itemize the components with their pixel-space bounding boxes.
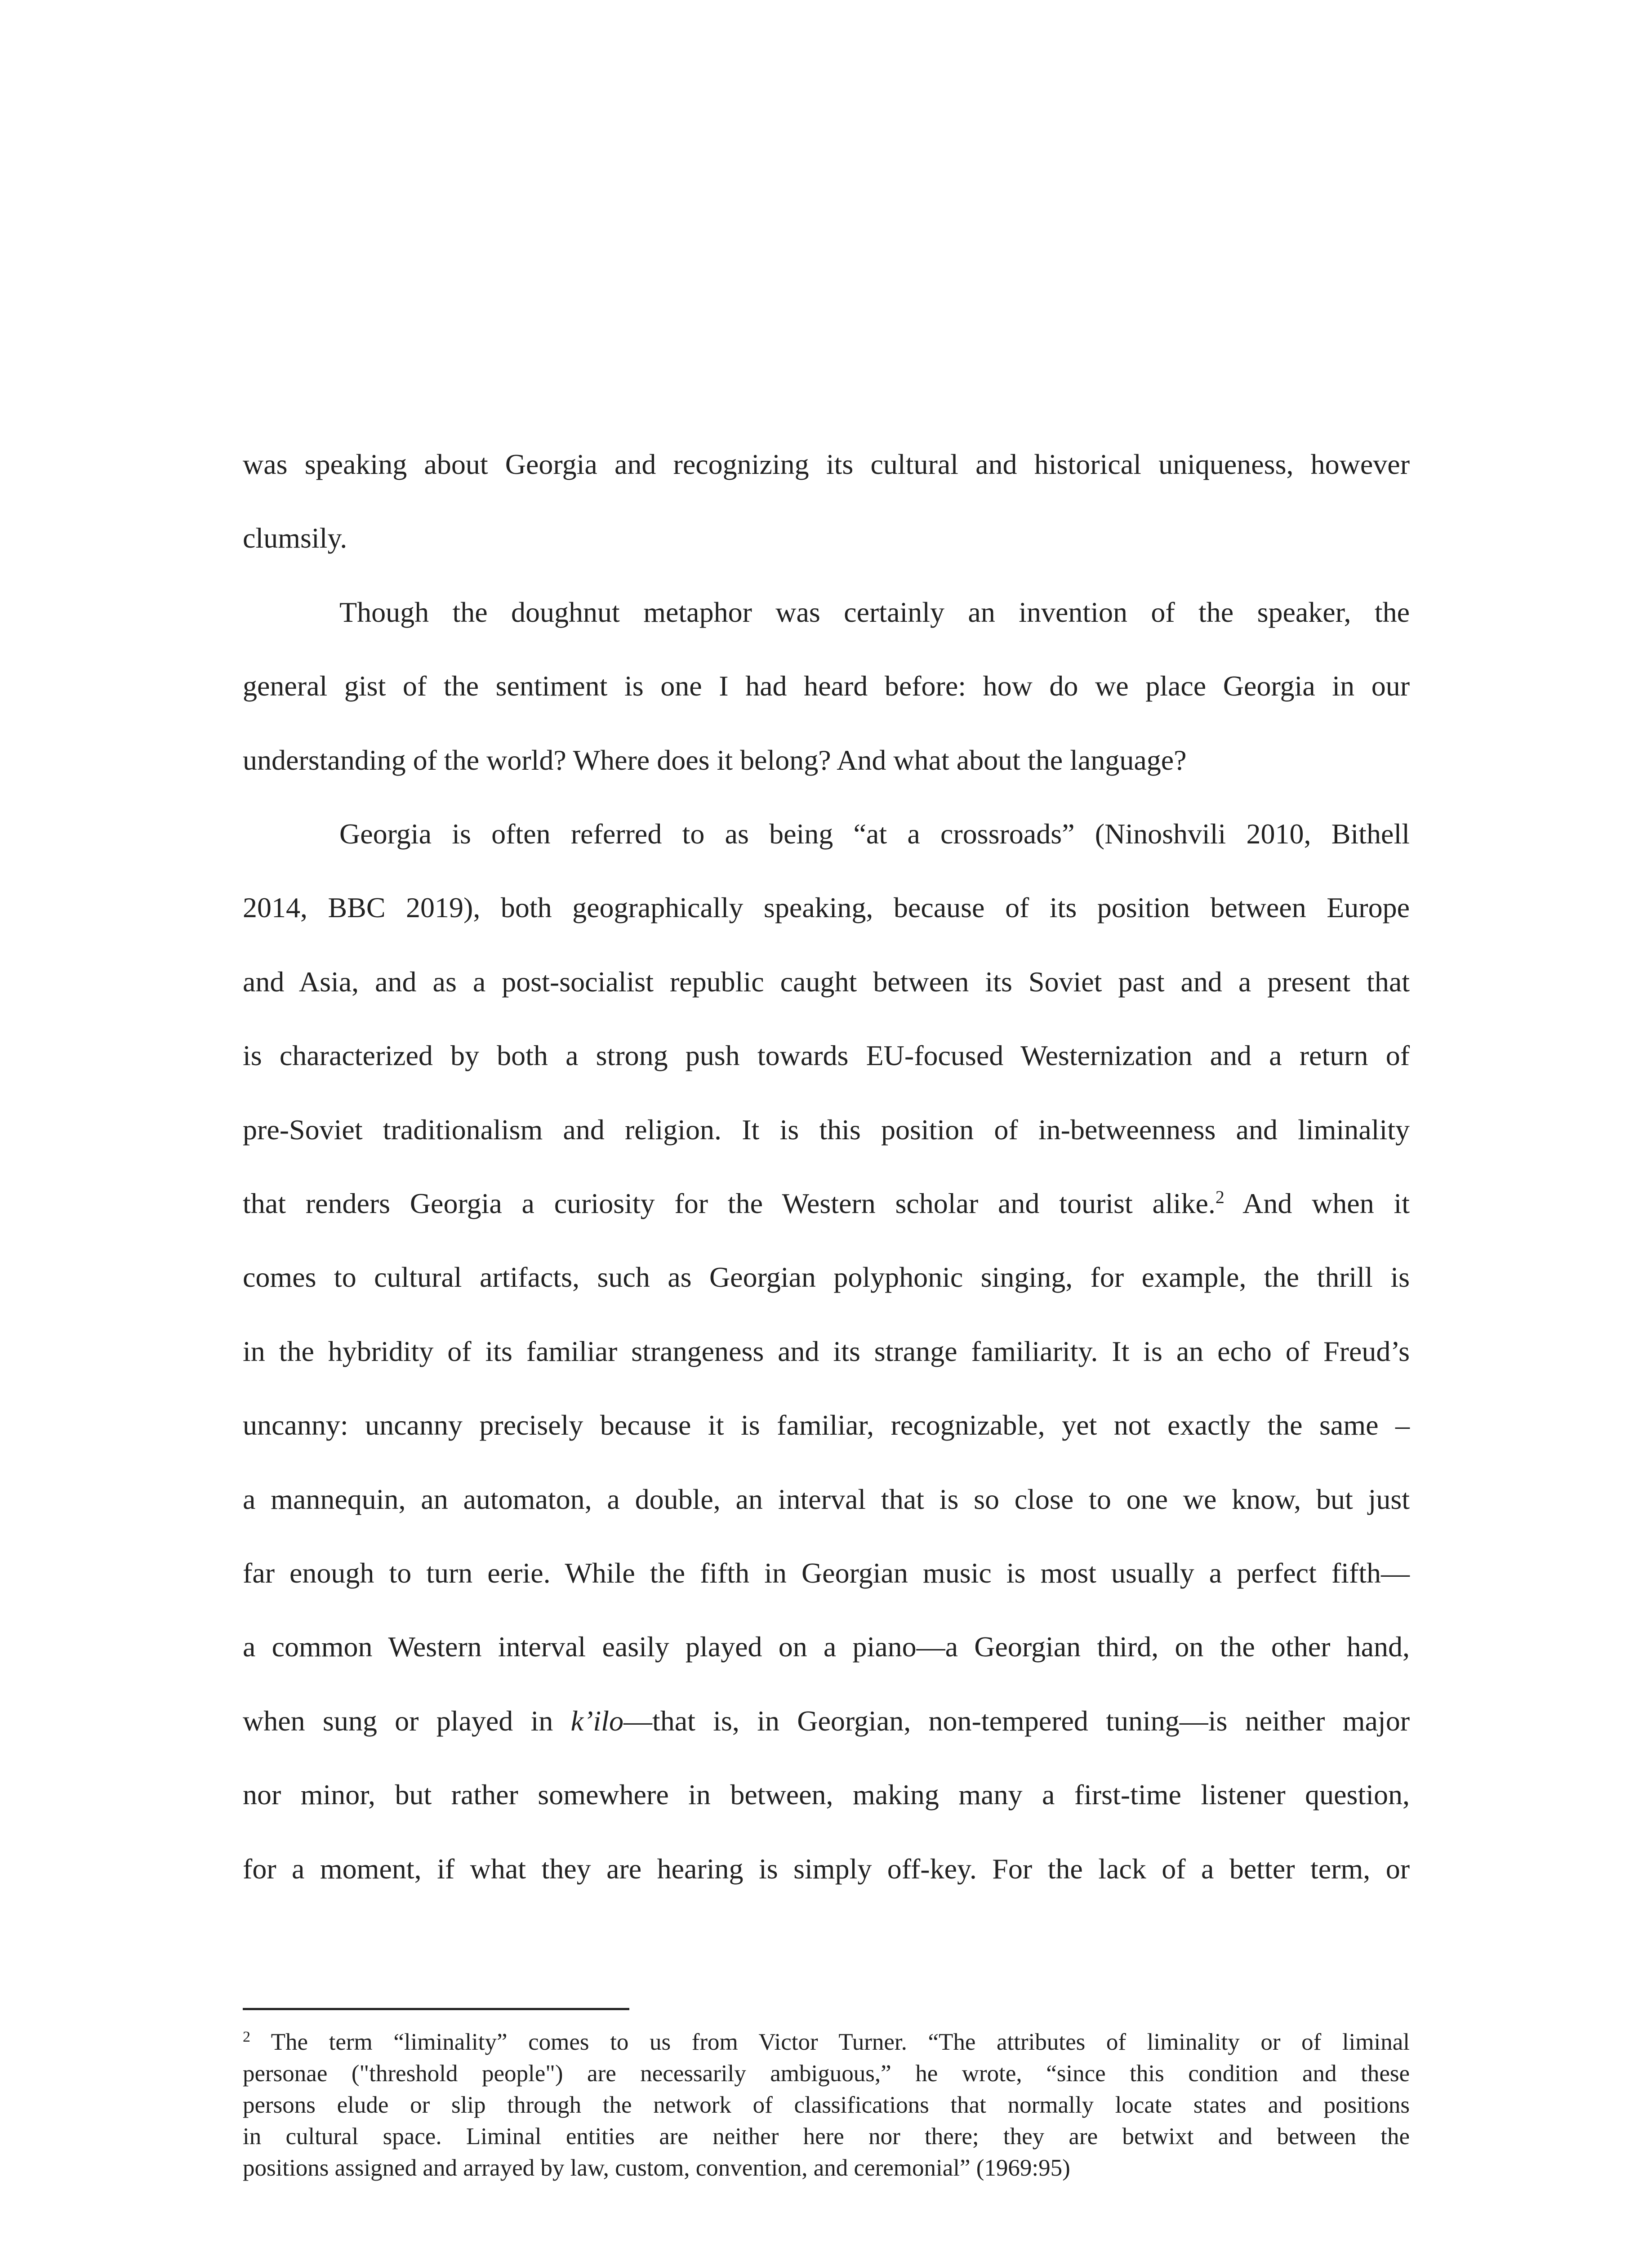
footnote-line — [243, 2028, 1410, 2056]
body-line: comes to cultural artifacts, such as Georgian polyphonic singing, for example, the thrill is — [243, 1261, 1410, 1293]
body-line: understanding of the world? Where does it belong? And what about the language? — [243, 744, 1187, 776]
footnote-line: persons elude or slip through the network of classifications that normally locate states and positions — [243, 2092, 1410, 2118]
body-line: a common Western interval easily played on a piano—a Georgian third, on the other hand, — [243, 1631, 1410, 1663]
body-line: 2014, BBC 2019), both geographically speaking, because of its position between Europe — [243, 892, 1410, 923]
body-line: uncanny: uncanny precisely because it is familiar, recognizable, yet not exactly the same – — [243, 1409, 1410, 1441]
italic-term: k’ilo — [570, 1705, 623, 1737]
body-text: And when it — [1224, 1187, 1410, 1219]
paragraph-start-line: Georgia is often referred to as being “at a crossroads” (Ninoshvili 2010, Bithell — [339, 818, 1410, 850]
body-line: pre-Soviet traditionalism and religion. It is this position of in-betweenness and liminality — [243, 1114, 1410, 1146]
body-line — [243, 1703, 1410, 1739]
body-line: a mannequin, an automaton, a double, an interval that is so close to one we know, but just — [243, 1483, 1410, 1515]
footnote-line: personae ("threshold people") are necessarily ambiguous,” he wrote, “since this condition and these — [243, 2061, 1410, 2087]
body-line: for a moment, if what they are hearing is simply off-key. For the lack of a better term, or — [243, 1853, 1410, 1885]
footnote-marker: 2 — [243, 2029, 250, 2045]
footnote-line: positions assigned and arrayed by law, custom, convention, and ceremonial” (1969:95) — [243, 2155, 1070, 2181]
body-line: clumsily. — [243, 522, 347, 554]
body-line: nor minor, but rather somewhere in between, making many a first-time listener question, — [243, 1779, 1410, 1811]
body-line — [243, 1186, 1410, 1222]
body-line: and Asia, and as a post-socialist republic caught between its Soviet past and a present that — [243, 966, 1410, 998]
footnote-reference: 2 — [1215, 1187, 1225, 1207]
footnote-separator — [243, 2008, 629, 2010]
footnote-text: The term “liminality” comes to us from Victor Turner. “The attributes of liminality or of liminal — [250, 2029, 1410, 2055]
body-text: when sung or played in — [243, 1705, 571, 1737]
body-line: in the hybridity of its familiar strangeness and its strange familiarity. It is an echo of Freud’s — [243, 1335, 1410, 1367]
paragraph-start-line: Though the doughnut metaphor was certainly an invention of the speaker, the — [339, 596, 1410, 628]
body-line: is characterized by both a strong push towards EU-focused Westernization and a return of — [243, 1039, 1410, 1071]
body-text: that renders Georgia a curiosity for the Western scholar and tourist alike. — [243, 1187, 1216, 1219]
body-text: —that is, in Georgian, non-tempered tuning—is neither major — [623, 1705, 1410, 1737]
body-line: was speaking about Georgia and recognizing its cultural and historical uniqueness, however — [243, 448, 1410, 480]
footnote-line: in cultural space. Liminal entities are neither here nor there; they are betwixt and between the — [243, 2123, 1410, 2150]
body-line: general gist of the sentiment is one I had heard before: how do we place Georgia in our — [243, 670, 1410, 702]
body-line: far enough to turn eerie. While the fifth in Georgian music is most usually a perfect fifth— — [243, 1557, 1410, 1589]
